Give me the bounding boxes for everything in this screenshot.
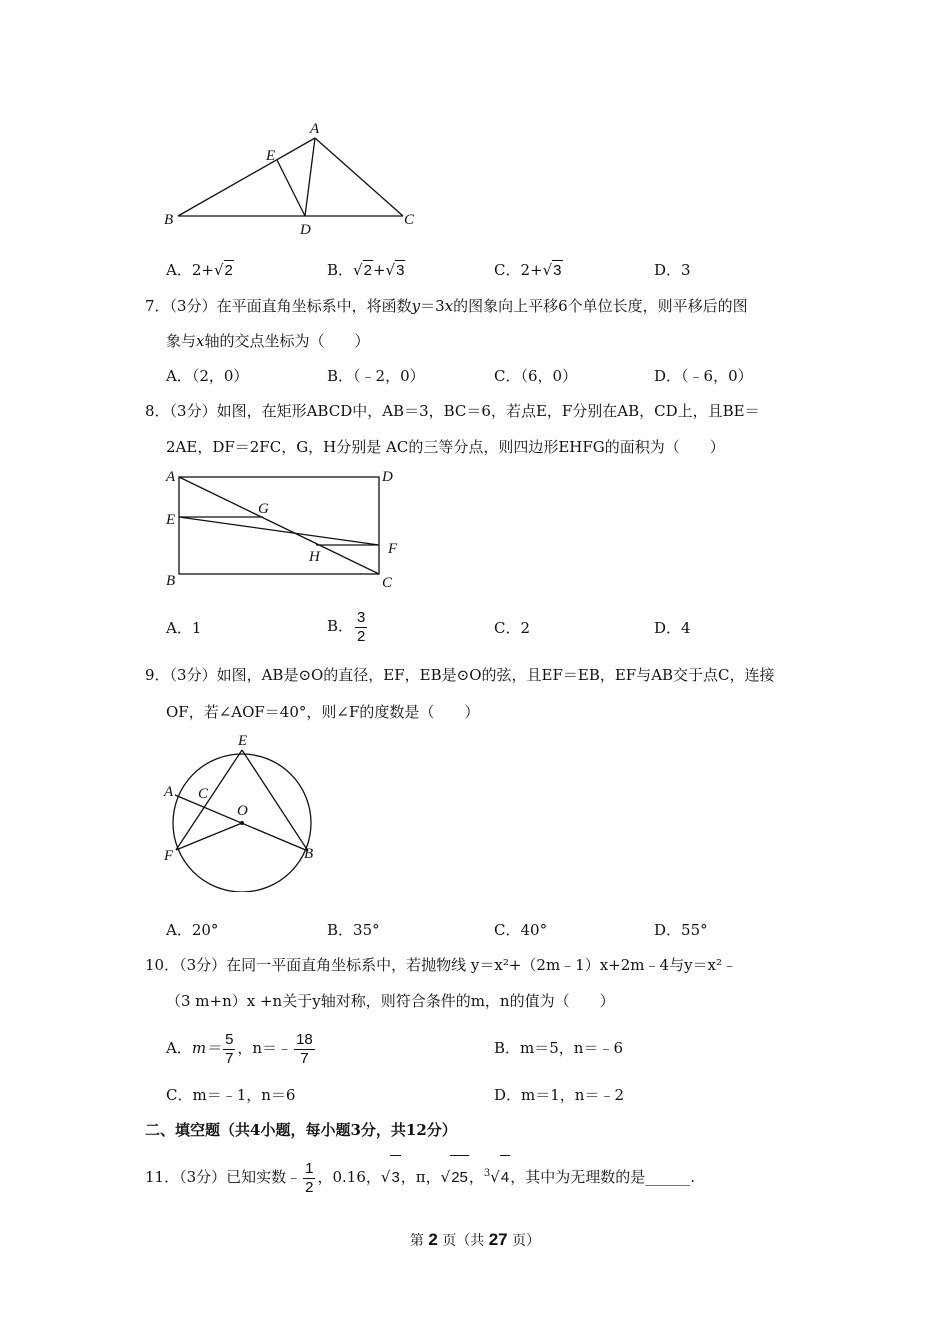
q9-label-F: F [164, 848, 174, 864]
q8-label-B: B [166, 573, 176, 589]
q10-option-b: B．m＝5，n＝﹣6 [494, 1039, 623, 1057]
q6-label-D: D [300, 222, 311, 238]
q9-option-c: C．40° [494, 921, 548, 939]
q6-label-B: B [164, 212, 174, 228]
q6-triangle-figure [160, 118, 430, 243]
q6-option-a: A．2+√2 [166, 261, 233, 279]
q8-line-1: 8．（3分）如图，在矩形ABCD中，AB＝3，BC＝6，若点E，F分别在AB，CD上，且BE＝ [145, 402, 760, 420]
q8-label-A: A [166, 469, 176, 485]
q8-option-a: A．1 [166, 619, 202, 637]
q10-option-a: A．m＝ $\frac{5}{7}$ ，n＝﹣ $\frac{18}{7}$ [166, 1030, 313, 1067]
q6-label-E: E [266, 148, 276, 164]
q8-label-H: H [309, 549, 320, 565]
q8-label-C: C [382, 575, 393, 591]
q10-option-a-m-fraction: $\frac{5}{7}$ [225, 1030, 234, 1067]
q7-option-c: C．（6，0） [494, 367, 578, 385]
q10-option-a-n-fraction: $\frac{18}{7}$ [296, 1030, 313, 1067]
q10-line-2: （3 m+n）x +n关于y轴对称，则符合条件的m，n的值为（ ） [166, 992, 615, 1010]
q9-label-C: C [198, 786, 209, 802]
q7-option-d: D．（﹣6，0） [654, 367, 753, 385]
q7-line-2: 象与x轴的交点坐标为（ ） [166, 332, 370, 350]
q6-label-A: A [310, 121, 320, 137]
q11-line: 11．（3分）已知实数﹣ $\frac{1}{2}$ ，0.16，√3，π，√25，$^3$√4，其中为无理数的是______. [145, 1152, 695, 1200]
q10-line-1: 10．（3分）在同一平面直角坐标系中，若抛物线 y＝x²+（2m﹣1）x+2m﹣4与y＝x²﹣ [145, 956, 738, 974]
q9-label-A: A [164, 784, 174, 800]
q8-option-b-fraction: $\frac{3}{2}$ [357, 608, 366, 645]
q6-label-C: C [404, 212, 415, 228]
q8-option-d: D．4 [654, 619, 691, 637]
q6-option-d: D．3 [654, 261, 691, 279]
q7-option-a: A．（2，0） [166, 367, 249, 385]
q9-circle-figure [160, 730, 330, 892]
q6-option-c: C．2+√3 [494, 261, 562, 279]
q8-option-b: B． $\frac{3}{2}$ [327, 608, 366, 645]
q9-option-d: D．55° [654, 921, 708, 939]
q9-option-b: B．35° [327, 921, 380, 939]
q10-option-c: C．m＝﹣1，n＝6 [166, 1086, 296, 1104]
q6-option-b: B．√2+√3 [327, 261, 405, 279]
q8-label-G: G [258, 501, 269, 517]
q7-line-1: 7．（3分）在平面直角坐标系中，将函数y＝3x的图象向上平移6个单位长度，则平移后的图 [145, 297, 748, 315]
q9-line-1: 9．（3分）如图，AB是⊙O的直径，EF，EB是⊙O的弦，且EF＝EB，EF与AB交于点C，连接 [145, 666, 775, 684]
q9-label-O: O [237, 803, 248, 819]
section-2-heading: 二、填空题（共4小题，每小题3分，共12分） [145, 1121, 457, 1139]
q9-line-2: OF，若∠AOF＝40°，则∠F的度数是（ ） [166, 703, 480, 721]
q8-rectangle-figure [160, 465, 410, 595]
q9-label-E: E [238, 733, 248, 749]
q8-label-F: F [388, 541, 398, 557]
q7-option-b: B．（﹣2，0） [327, 367, 425, 385]
q9-label-B: B [304, 846, 314, 862]
q9-option-a: A．20° [166, 921, 219, 939]
q10-option-d: D．m＝1，n＝﹣2 [494, 1086, 624, 1104]
page-footer: 第 2 页（共 27 页） [409, 1230, 541, 1249]
q11-fraction: $\frac{1}{2}$ [305, 1159, 314, 1196]
q8-label-D: D [382, 469, 393, 485]
q8-line-2: 2AE，DF＝2FC，G，H分别是 AC的三等分点，则四边形EHFG的面积为（ ） [166, 438, 725, 456]
q8-label-E: E [166, 512, 176, 528]
q8-option-c: C．2 [494, 619, 531, 637]
